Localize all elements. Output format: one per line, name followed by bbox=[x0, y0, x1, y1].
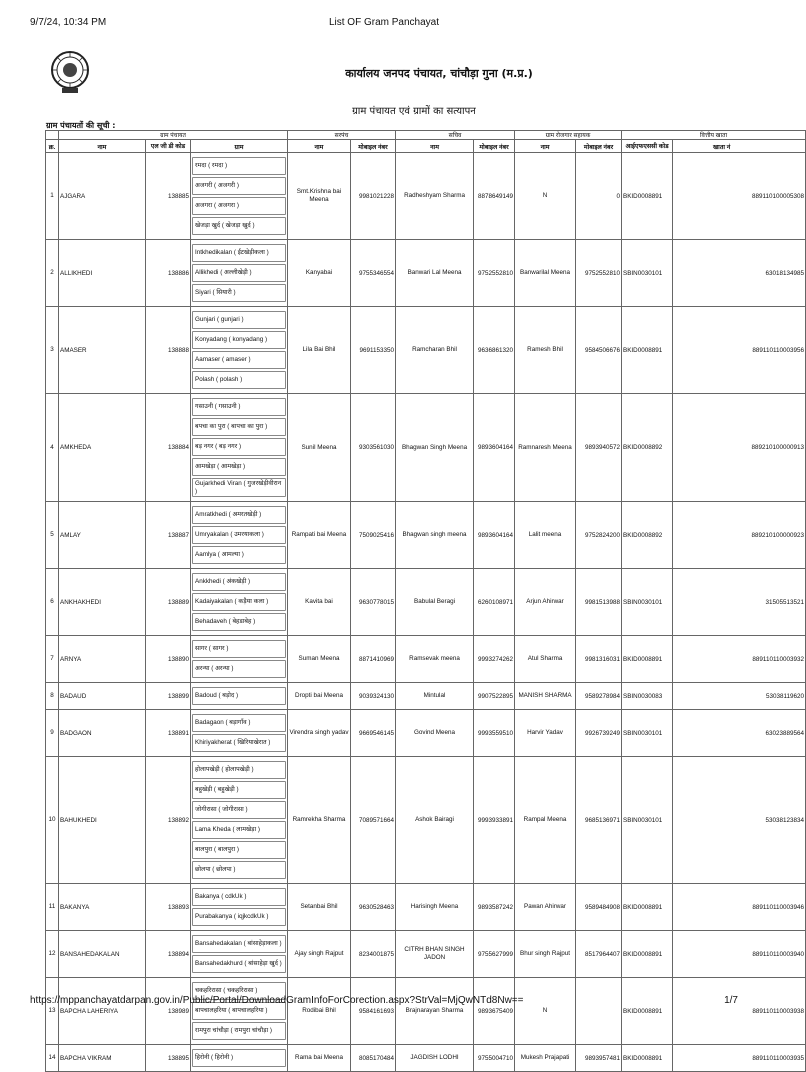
list-label: ग्राम पंचायतों की सूची : bbox=[46, 121, 116, 130]
row-lgd-code: 138888 bbox=[146, 307, 191, 394]
row-villages bbox=[191, 502, 288, 569]
row-sachiv-name: Radheshyam Sharma bbox=[396, 153, 474, 240]
row-villages bbox=[191, 394, 288, 502]
row-grs-mobile bbox=[576, 978, 622, 1045]
row-sachiv-name: Babulal Beragi bbox=[396, 569, 474, 636]
group-header-empty bbox=[46, 131, 59, 140]
village-item: Badagaon ( बड़ागाँव ) bbox=[192, 714, 286, 732]
row-sarpanch-name: Kanyabai bbox=[288, 240, 351, 307]
row-sarpanch-name: Lila Bai Bhil bbox=[288, 307, 351, 394]
village-item: Gujarkhedi Viran ( गुजरखेड़ीवीरान ) bbox=[192, 478, 286, 497]
row-ifsc: SBIN0030101 bbox=[622, 710, 673, 757]
row-panchayat-name: BADAUD bbox=[59, 683, 146, 710]
village-item: छोलपा ( छोलपा ) bbox=[192, 861, 286, 879]
row-villages bbox=[191, 1045, 288, 1072]
row-sarpanch-mobile: 7509025416 bbox=[351, 502, 396, 569]
print-title: List OF Gram Panchayat bbox=[328, 17, 440, 28]
row-account: 63023889564 bbox=[673, 710, 806, 757]
row-sn: 1 bbox=[46, 153, 59, 240]
row-lgd-code: 138892 bbox=[146, 757, 191, 884]
row-sachiv-name: Bhagwan singh meena bbox=[396, 502, 474, 569]
row-grs-name: Banwarilal Meena bbox=[515, 240, 576, 307]
row-lgd-code: 138884 bbox=[146, 394, 191, 502]
row-sn: 2 bbox=[46, 240, 59, 307]
village-item: Intkhedikalan ( ईंटखेड़ीकला ) bbox=[192, 244, 286, 262]
row-ifsc: BKID0008891 bbox=[622, 307, 673, 394]
table-row bbox=[46, 1045, 806, 1072]
print-footer-url: https://mppanchayatdarpan.gov.in/Public/Portal/DownloadGramInfoForCorection.aspx?StrVal=MjQwNTd8Nw== bbox=[30, 995, 524, 1006]
village-item: बालपुरा ( बालपुरा ) bbox=[192, 841, 286, 859]
row-sarpanch-name: Ramrekha Sharma bbox=[288, 757, 351, 884]
row-sarpanch-mobile: 8871410969 bbox=[351, 636, 396, 683]
village-item: Lama Kheda ( लामखेड़ा ) bbox=[192, 821, 286, 839]
row-sachiv-mobile: 9893675409 bbox=[474, 978, 515, 1045]
row-account: 889110110003932 bbox=[673, 636, 806, 683]
row-sarpanch-mobile: 9691153350 bbox=[351, 307, 396, 394]
row-sachiv-mobile: 9993274262 bbox=[474, 636, 515, 683]
village-item: Kadaiyakalan ( कड़ैया कला ) bbox=[192, 593, 286, 611]
row-account: 889210100000913 bbox=[673, 394, 806, 502]
village-item: Purabakanya ( iqjkcdkUk ) bbox=[192, 908, 286, 926]
row-ifsc: BKID0008892 bbox=[622, 394, 673, 502]
row-villages bbox=[191, 569, 288, 636]
col-header-sarpanch-mobile: मोबाइल नंबर bbox=[351, 140, 396, 153]
col-header-name: नाम bbox=[59, 140, 146, 153]
row-sarpanch-name: Sunil Meena bbox=[288, 394, 351, 502]
row-sarpanch-name: Setanbai Bhil bbox=[288, 884, 351, 931]
row-sarpanch-mobile: 9981021228 bbox=[351, 153, 396, 240]
village-item: होलापखेड़ी ( होलापखेड़ी ) bbox=[192, 761, 286, 779]
row-grs-mobile: 9589484908 bbox=[576, 884, 622, 931]
row-villages bbox=[191, 307, 288, 394]
row-sn: 7 bbox=[46, 636, 59, 683]
row-panchayat-name: ARNYA bbox=[59, 636, 146, 683]
row-sarpanch-mobile: 7089571664 bbox=[351, 757, 396, 884]
row-grs-mobile: 9752824200 bbox=[576, 502, 622, 569]
row-account: 889110110003956 bbox=[673, 307, 806, 394]
village-item: हिरोनी ( हिरोनी ) bbox=[192, 1049, 286, 1067]
row-sachiv-mobile: 9993559510 bbox=[474, 710, 515, 757]
village-item: आमखेड़ा ( आमखेड़ा ) bbox=[192, 458, 286, 476]
row-ifsc: SBIN0030083 bbox=[622, 683, 673, 710]
row-sarpanch-mobile: 9669546145 bbox=[351, 710, 396, 757]
row-panchayat-name: BAPCHA LAHERIYA bbox=[59, 978, 146, 1045]
group-header-sachiv: सचिव bbox=[396, 131, 515, 140]
row-account: 63018134985 bbox=[673, 240, 806, 307]
row-grs-name: Rampal Meena bbox=[515, 757, 576, 884]
table-row bbox=[46, 153, 806, 240]
row-grs-mobile: 9752552810 bbox=[576, 240, 622, 307]
row-sachiv-name: Ramcharan Bhil bbox=[396, 307, 474, 394]
row-sachiv-name: Harisingh Meena bbox=[396, 884, 474, 931]
table-row bbox=[46, 240, 806, 307]
village-item: Amratkhedi ( अमरतखेड़ी ) bbox=[192, 506, 286, 524]
village-item: Gunjari ( gunjari ) bbox=[192, 311, 286, 329]
print-datetime: 9/7/24, 10:34 PM bbox=[30, 17, 107, 28]
row-sachiv-mobile: 9755004710 bbox=[474, 1045, 515, 1072]
col-header-ifsc: आईएफएससी कोड bbox=[622, 140, 673, 153]
village-item: खेजड़ा खुर्द ( खेजड़ा खुर्द ) bbox=[192, 217, 286, 235]
village-item: सागर ( सागर ) bbox=[192, 640, 286, 658]
row-panchayat-name: AMKHEDA bbox=[59, 394, 146, 502]
row-sarpanch-name: Rama bai Meena bbox=[288, 1045, 351, 1072]
row-sn: 13 bbox=[46, 978, 59, 1045]
row-sachiv-mobile: 9993933891 bbox=[474, 757, 515, 884]
row-sachiv-name: Bhagwan Singh Meena bbox=[396, 394, 474, 502]
table-row bbox=[46, 394, 806, 502]
row-grs-name: MANISH SHARMA bbox=[515, 683, 576, 710]
row-panchayat-name: BAPCHA VIKRAM bbox=[59, 1045, 146, 1072]
row-grs-name: Harvir Yadav bbox=[515, 710, 576, 757]
row-account: 889110110003935 bbox=[673, 1045, 806, 1072]
row-ifsc: BKID0008891 bbox=[622, 1045, 673, 1072]
row-grs-mobile: 9893957481 bbox=[576, 1045, 622, 1072]
row-grs-name: Bhur singh Rajput bbox=[515, 931, 576, 978]
row-grs-name: N bbox=[515, 153, 576, 240]
row-grs-mobile: 9926739249 bbox=[576, 710, 622, 757]
row-ifsc: BKID0008892 bbox=[622, 502, 673, 569]
row-panchayat-name: ALLIKHEDI bbox=[59, 240, 146, 307]
row-sarpanch-mobile: 8085170484 bbox=[351, 1045, 396, 1072]
table-row bbox=[46, 710, 806, 757]
row-sachiv-name: Mintulal bbox=[396, 683, 474, 710]
row-grs-mobile: 0 bbox=[576, 153, 622, 240]
col-header-sachiv-mobile: मोबाइल नंबर bbox=[474, 140, 515, 153]
row-account: 889210100000923 bbox=[673, 502, 806, 569]
row-villages bbox=[191, 931, 288, 978]
row-sarpanch-mobile: 9584161693 bbox=[351, 978, 396, 1045]
row-sachiv-mobile: 9752552810 bbox=[474, 240, 515, 307]
row-sarpanch-name: Ajay singh Rajput bbox=[288, 931, 351, 978]
col-header-villages: ग्राम bbox=[191, 140, 288, 153]
row-villages bbox=[191, 978, 288, 1045]
row-sachiv-mobile: 8878649149 bbox=[474, 153, 515, 240]
row-panchayat-name: AJGARA bbox=[59, 153, 146, 240]
row-grs-name: Arjun Ahirwar bbox=[515, 569, 576, 636]
row-sachiv-mobile: 9893604164 bbox=[474, 502, 515, 569]
col-header-lgd-code: एल जी डी कोड bbox=[146, 140, 191, 153]
village-item: Ankkhedi ( अंकखेड़ी ) bbox=[192, 573, 286, 591]
group-header-financial-account: वित्तीय खाता bbox=[622, 131, 806, 140]
row-sachiv-mobile: 9893604164 bbox=[474, 394, 515, 502]
row-ifsc: BKID0008891 bbox=[622, 978, 673, 1045]
row-sarpanch-name: Rodibai Bhil bbox=[288, 978, 351, 1045]
row-sn: 14 bbox=[46, 1045, 59, 1072]
row-grs-mobile: 9981316031 bbox=[576, 636, 622, 683]
row-grs-mobile: 9685136971 bbox=[576, 757, 622, 884]
col-header-sachiv-name: नाम bbox=[396, 140, 474, 153]
table-row bbox=[46, 978, 806, 1045]
table-row bbox=[46, 931, 806, 978]
village-item: अजगरी ( अजगरी ) bbox=[192, 177, 286, 195]
village-item: चकहरिरासा ( चकहरिरासा ) bbox=[192, 982, 286, 1000]
row-sn: 10 bbox=[46, 757, 59, 884]
row-sarpanch-name: Dropti bai Meena bbox=[288, 683, 351, 710]
row-grs-mobile: 9589278984 bbox=[576, 683, 622, 710]
row-panchayat-name: BANSAHEDAKALAN bbox=[59, 931, 146, 978]
page-subtitle: ग्राम पंचायत एवं ग्रामों का सत्यापन bbox=[352, 106, 476, 117]
village-item: अजगरा ( अजगरा ) bbox=[192, 197, 286, 215]
row-sachiv-mobile: 9755627999 bbox=[474, 931, 515, 978]
table-row bbox=[46, 884, 806, 931]
row-grs-mobile: 9893940572 bbox=[576, 394, 622, 502]
row-lgd-code: 138893 bbox=[146, 884, 191, 931]
row-grs-name: Atul Sharma bbox=[515, 636, 576, 683]
row-panchayat-name: BAKANYA bbox=[59, 884, 146, 931]
row-ifsc: SBIN0030101 bbox=[622, 757, 673, 884]
row-sarpanch-mobile: 9630528463 bbox=[351, 884, 396, 931]
group-header-sarpanch: सरपंच bbox=[288, 131, 396, 140]
village-item: Bansahedakalan ( बांसाहेड़ाकला ) bbox=[192, 935, 286, 953]
village-item: रमदा ( रमदा ) bbox=[192, 157, 286, 175]
row-villages bbox=[191, 683, 288, 710]
row-grs-mobile: 9584506676 bbox=[576, 307, 622, 394]
row-villages bbox=[191, 884, 288, 931]
row-sachiv-name: Govind Meena bbox=[396, 710, 474, 757]
row-villages bbox=[191, 636, 288, 683]
row-sarpanch-mobile: 9303561030 bbox=[351, 394, 396, 502]
row-lgd-code: 138886 bbox=[146, 240, 191, 307]
row-sarpanch-name: Rampati bai Meena bbox=[288, 502, 351, 569]
row-villages bbox=[191, 153, 288, 240]
row-sn: 4 bbox=[46, 394, 59, 502]
row-sn: 3 bbox=[46, 307, 59, 394]
row-sachiv-mobile: 9907522895 bbox=[474, 683, 515, 710]
row-lgd-code: 138894 bbox=[146, 931, 191, 978]
village-item: Polash ( polash ) bbox=[192, 371, 286, 389]
row-sn: 12 bbox=[46, 931, 59, 978]
table-row bbox=[46, 502, 806, 569]
row-lgd-code: 138889 bbox=[146, 569, 191, 636]
row-villages bbox=[191, 710, 288, 757]
row-lgd-code: 138989 bbox=[146, 978, 191, 1045]
row-panchayat-name: AMLAY bbox=[59, 502, 146, 569]
row-lgd-code: 138891 bbox=[146, 710, 191, 757]
row-account: 889110110003940 bbox=[673, 931, 806, 978]
row-sn: 9 bbox=[46, 710, 59, 757]
village-item: Badoud ( बड़ोद ) bbox=[192, 687, 286, 705]
village-item: बड़ नगर ( बड़ नगर ) bbox=[192, 438, 286, 456]
row-sarpanch-name: Kavita bai bbox=[288, 569, 351, 636]
row-villages bbox=[191, 757, 288, 884]
village-item: Siyari ( सियारी ) bbox=[192, 284, 286, 302]
table-row bbox=[46, 569, 806, 636]
row-grs-name: Ramesh Bhil bbox=[515, 307, 576, 394]
row-sarpanch-mobile: 9630778015 bbox=[351, 569, 396, 636]
row-ifsc: SBIN0030101 bbox=[622, 240, 673, 307]
village-item: Aamlya ( आमल्या ) bbox=[192, 546, 286, 564]
row-lgd-code: 138887 bbox=[146, 502, 191, 569]
village-item: बापचालहरिया ( बापचालहरिया ) bbox=[192, 1002, 286, 1020]
gram-panchayat-table bbox=[45, 130, 806, 1072]
row-sarpanch-name: Virendra singh yadav bbox=[288, 710, 351, 757]
row-sachiv-name: Banwari Lal Meena bbox=[396, 240, 474, 307]
row-sn: 8 bbox=[46, 683, 59, 710]
row-grs-name: Mukesh Prajapati bbox=[515, 1045, 576, 1072]
row-sachiv-name: Ramsevak meena bbox=[396, 636, 474, 683]
row-panchayat-name: BAHUKHEDI bbox=[59, 757, 146, 884]
col-header-account: खाता नं bbox=[673, 140, 806, 153]
village-item: Bansahedakhurd ( बांसाहेड़ा खुर्द ) bbox=[192, 955, 286, 973]
row-sachiv-name: Ashok Bairagi bbox=[396, 757, 474, 884]
row-lgd-code: 138890 bbox=[146, 636, 191, 683]
col-header-sn: क्र. bbox=[46, 140, 59, 153]
row-sarpanch-mobile: 9755346554 bbox=[351, 240, 396, 307]
row-sachiv-name: CITRH BHAN SINGH JADON bbox=[396, 931, 474, 978]
row-panchayat-name: BADGAON bbox=[59, 710, 146, 757]
row-sachiv-name: JAGDISH LODHI bbox=[396, 1045, 474, 1072]
village-item: गसाउनी ( गसाउनी ) bbox=[192, 398, 286, 416]
office-title: कार्यालय जनपद पंचायत, चांचौड़ा गुना (म.प्र.) bbox=[345, 67, 533, 80]
group-header-grs: ग्राम रोजगार सहायक bbox=[515, 131, 622, 140]
village-item: अरन्या ( अरन्या ) bbox=[192, 660, 286, 678]
row-account: 889110110003946 bbox=[673, 884, 806, 931]
row-ifsc: SBIN0030101 bbox=[622, 569, 673, 636]
row-sn: 6 bbox=[46, 569, 59, 636]
group-header-gram-panchayat: ग्राम पंचायत bbox=[59, 131, 288, 140]
village-item: Allikhedi ( अल्लीखेड़ी ) bbox=[192, 264, 286, 282]
village-item: Konyadang ( konyadang ) bbox=[192, 331, 286, 349]
village-item: Umryakalan ( उमरयाकला ) bbox=[192, 526, 286, 544]
row-ifsc: BKID0008891 bbox=[622, 931, 673, 978]
village-item: बहुखेड़ी ( बहुखेड़ी ) bbox=[192, 781, 286, 799]
village-item: रामपुरा चांचौड़ा ( रामपुरा चांचौड़ा ) bbox=[192, 1022, 286, 1040]
row-sarpanch-mobile: 8234001875 bbox=[351, 931, 396, 978]
row-grs-mobile: 8517964407 bbox=[576, 931, 622, 978]
row-villages bbox=[191, 240, 288, 307]
row-account: 31505513521 bbox=[673, 569, 806, 636]
village-item: Bakanya ( cdkUk ) bbox=[192, 888, 286, 906]
col-header-grs-name: नाम bbox=[515, 140, 576, 153]
village-item: जोगीरासा ( जोगीरासा ) bbox=[192, 801, 286, 819]
row-lgd-code: 138895 bbox=[146, 1045, 191, 1072]
row-grs-name: Lalit meena bbox=[515, 502, 576, 569]
print-footer-page: 1/7 bbox=[724, 995, 738, 1006]
row-panchayat-name: AMASER bbox=[59, 307, 146, 394]
village-item: Khiriyakherat ( खिरियाखेरात ) bbox=[192, 734, 286, 752]
col-header-sarpanch-name: नाम bbox=[288, 140, 351, 153]
row-sachiv-mobile: 9636861320 bbox=[474, 307, 515, 394]
row-grs-name: N bbox=[515, 978, 576, 1045]
row-sn: 11 bbox=[46, 884, 59, 931]
row-account: 889110110003938 bbox=[673, 978, 806, 1045]
row-ifsc: BKID0008891 bbox=[622, 636, 673, 683]
row-account: 53038123834 bbox=[673, 757, 806, 884]
row-sarpanch-name: Smt.Krishna bai Meena bbox=[288, 153, 351, 240]
row-account: 889110100005308 bbox=[673, 153, 806, 240]
row-sachiv-mobile: 6260108971 bbox=[474, 569, 515, 636]
row-sachiv-name: Brajnarayan Sharma bbox=[396, 978, 474, 1045]
row-ifsc: BKID0008891 bbox=[622, 153, 673, 240]
village-item: Aamaser ( amaser ) bbox=[192, 351, 286, 369]
table-row bbox=[46, 307, 806, 394]
row-sarpanch-name: Suman Meena bbox=[288, 636, 351, 683]
village-item: Behadaveh ( बेहडाबेह ) bbox=[192, 613, 286, 631]
table-row bbox=[46, 683, 806, 710]
row-sarpanch-mobile: 9039324130 bbox=[351, 683, 396, 710]
table-row bbox=[46, 636, 806, 683]
row-panchayat-name: ANKHAKHEDI bbox=[59, 569, 146, 636]
col-header-grs-mobile: मोबाइल नंबर bbox=[576, 140, 622, 153]
village-item: बपचा का पुरा ( बापचा का पुरा ) bbox=[192, 418, 286, 436]
row-lgd-code: 138899 bbox=[146, 683, 191, 710]
row-sn: 5 bbox=[46, 502, 59, 569]
row-ifsc: BKID0008891 bbox=[622, 884, 673, 931]
row-grs-mobile: 9981513988 bbox=[576, 569, 622, 636]
row-sachiv-mobile: 9893587242 bbox=[474, 884, 515, 931]
row-grs-name: Ramnaresh Meena bbox=[515, 394, 576, 502]
table-row bbox=[46, 757, 806, 884]
row-grs-name: Pawan Ahirwar bbox=[515, 884, 576, 931]
row-lgd-code: 138885 bbox=[146, 153, 191, 240]
row-account: 53038119620 bbox=[673, 683, 806, 710]
